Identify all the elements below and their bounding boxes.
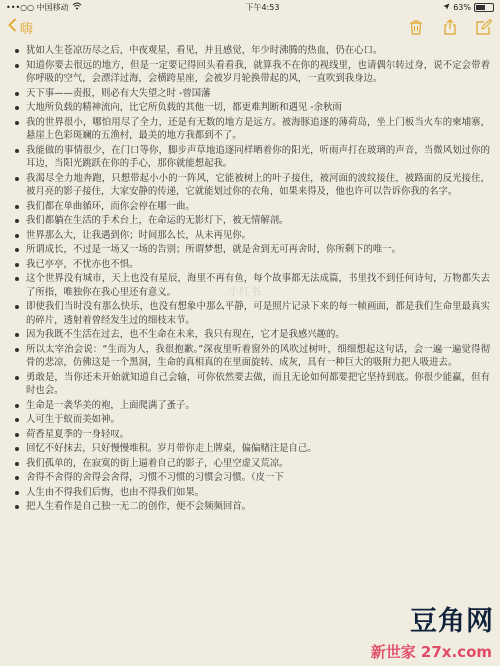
watermark-sub: 新世家 27x.com <box>370 643 492 661</box>
note-item: 犹如人生苍凉历尽之后，中夜观星，看见，并且感觉，年少时沸腾的热血，仍在心口。 <box>26 44 490 58</box>
note-item: 所以太宰治会说：“生而为人，我很抱歉。”深夜里听着窗外的风吹过树叶，细细想起这句话，会一遍一遍觉得彻骨的悲凉，仿佛这是一个黑洞，生命的真相真的在里面旋转、成灰，具有一种巨大的吸附力把人吸进去。 <box>26 343 490 368</box>
note-item: 天下事——责报，则必有大失望之时 -曾国藩 <box>26 87 490 101</box>
note-item: 世界那么大，让我遇到你；时间那么长，从未再见你。 <box>26 229 490 243</box>
trash-icon[interactable] <box>408 19 424 35</box>
note-item: 回忆不好抹去，只好慢慢堆积。岁月带你走上牌桌，偏偏赌注是自己。 <box>26 442 490 456</box>
battery-percent: 63% <box>453 2 471 12</box>
note-item: 我的世界很小，哪怕用尽了全力，还是有无数的地方是远方。被海豚追逐的薄荷岛，坐上门板当火车的柬埔寨，悬崖上色彩斑斓的五渔村，最美的地方我都到不了。 <box>26 116 490 141</box>
status-left <box>6 2 82 13</box>
status-right <box>443 3 494 12</box>
battery-icon <box>474 3 494 12</box>
watermark-xiaohongshu: 小红书 <box>228 285 261 298</box>
back-label: 嗨 <box>20 21 34 37</box>
toolbar-actions <box>408 19 492 35</box>
carrier-label: •••○○ 中国移动 <box>6 2 69 12</box>
back-button[interactable] <box>8 18 33 37</box>
note-item: 荷香星夏季的一身轻叹。 <box>26 428 490 442</box>
note-item: 我已亭亭，不忧亦也不惧。 <box>26 258 490 272</box>
status-time: 下午4:53 <box>245 2 280 12</box>
note-item: 生命是一袭华美的袍，上面爬满了蚤子。 <box>26 399 490 413</box>
chevron-left-icon <box>8 18 17 36</box>
share-icon[interactable] <box>442 19 458 35</box>
note-item: 所谓成长，不过是一场又一场的告别；所谓梦想，就是舍到无可再舍时，你所剩下的唯一。 <box>26 243 490 257</box>
note-item: 这个世界没有城市，天上也没有星辰，海里不再有鱼，每个故事都无法成篇，书里找不到任何诗句，万物都失去了所指，唯独你在我心里还有意义。 <box>26 273 490 298</box>
note-item: 人生由不得我们后悔，也由不得我们如果。 <box>26 486 490 500</box>
note-item: 我能做的事情很少，在门口等你，脚步声草地追逐同样晒着你的阳光，听雨声打在玻璃的声音，当微风划过你的耳边，当阳光跳跃在你的手心，那你就能想起我。 <box>26 144 490 169</box>
note-item: 把人生看作是自己独一无二的创作，便不会频频回首。 <box>26 500 490 514</box>
wifi-icon <box>72 2 82 12</box>
location-icon <box>443 3 450 12</box>
note-item: 大地所负载的精神流向，比它所负载的其他一切，都更难判断和遇见 -余秋雨 <box>26 101 490 115</box>
note-item: 我渴尽全力地奔跑，只想带起小小的一阵风，它能被树上的叶子接住，被河面的波纹接住，被路面的反光接住，被月亮的影子接住，大家安静的传递，它就能划过你的衣角，如果来得及，他也许可以告诉你我的名字。 <box>26 172 490 197</box>
note-item: 我们孤单的，在寂寞的街上逼着自己的影子，心里空虚又荒凉。 <box>26 457 490 471</box>
note-item: 我们都在单曲循环，而你会停在哪一曲。 <box>26 200 490 214</box>
note-item: 知道你要去很远的地方，但是一定要记得回头看看我，就算我不在你的视线里，也请偶尔转过身，说不定会带着你呼吸的空气，会漂洋过海，会横跨星座，会被岁月轮换带起的风，一直吹到我身边。 <box>26 59 490 84</box>
compose-icon[interactable] <box>476 19 492 35</box>
note-item: 因为我既不生活在过去，也不生命在未来，我只有现在，它才是我感兴趣的。 <box>26 328 490 342</box>
status-bar <box>0 0 500 14</box>
note-item: 即使我们当时没有那么快乐，也没有想象中那么平静，可是照片记录下来的每一帧画面，都是我们生命里最真实的碎片，透射着曾经发生过的细枝末节。 <box>26 301 490 326</box>
note-body[interactable] <box>0 40 500 514</box>
battery-fill <box>476 5 485 10</box>
note-item: 勇敢是，当你还未开始就知道自己会输，可你依然要去做，而且无论如何都要把它坚持到底。你很少能赢，但有时也会。 <box>26 371 490 396</box>
note-item: 我们都躺在生活的手术台上，在命运的无影灯下，被无情解剖。 <box>26 214 490 228</box>
watermark-logo: 豆角网 <box>410 606 494 637</box>
note-item: 人可生于蚁而美如神。 <box>26 413 490 427</box>
note-item: 舍得不舍得的舍得会舍得，习惯不习惯的习惯会习惯。（皮一下 <box>26 471 490 485</box>
notes-toolbar <box>0 14 500 40</box>
